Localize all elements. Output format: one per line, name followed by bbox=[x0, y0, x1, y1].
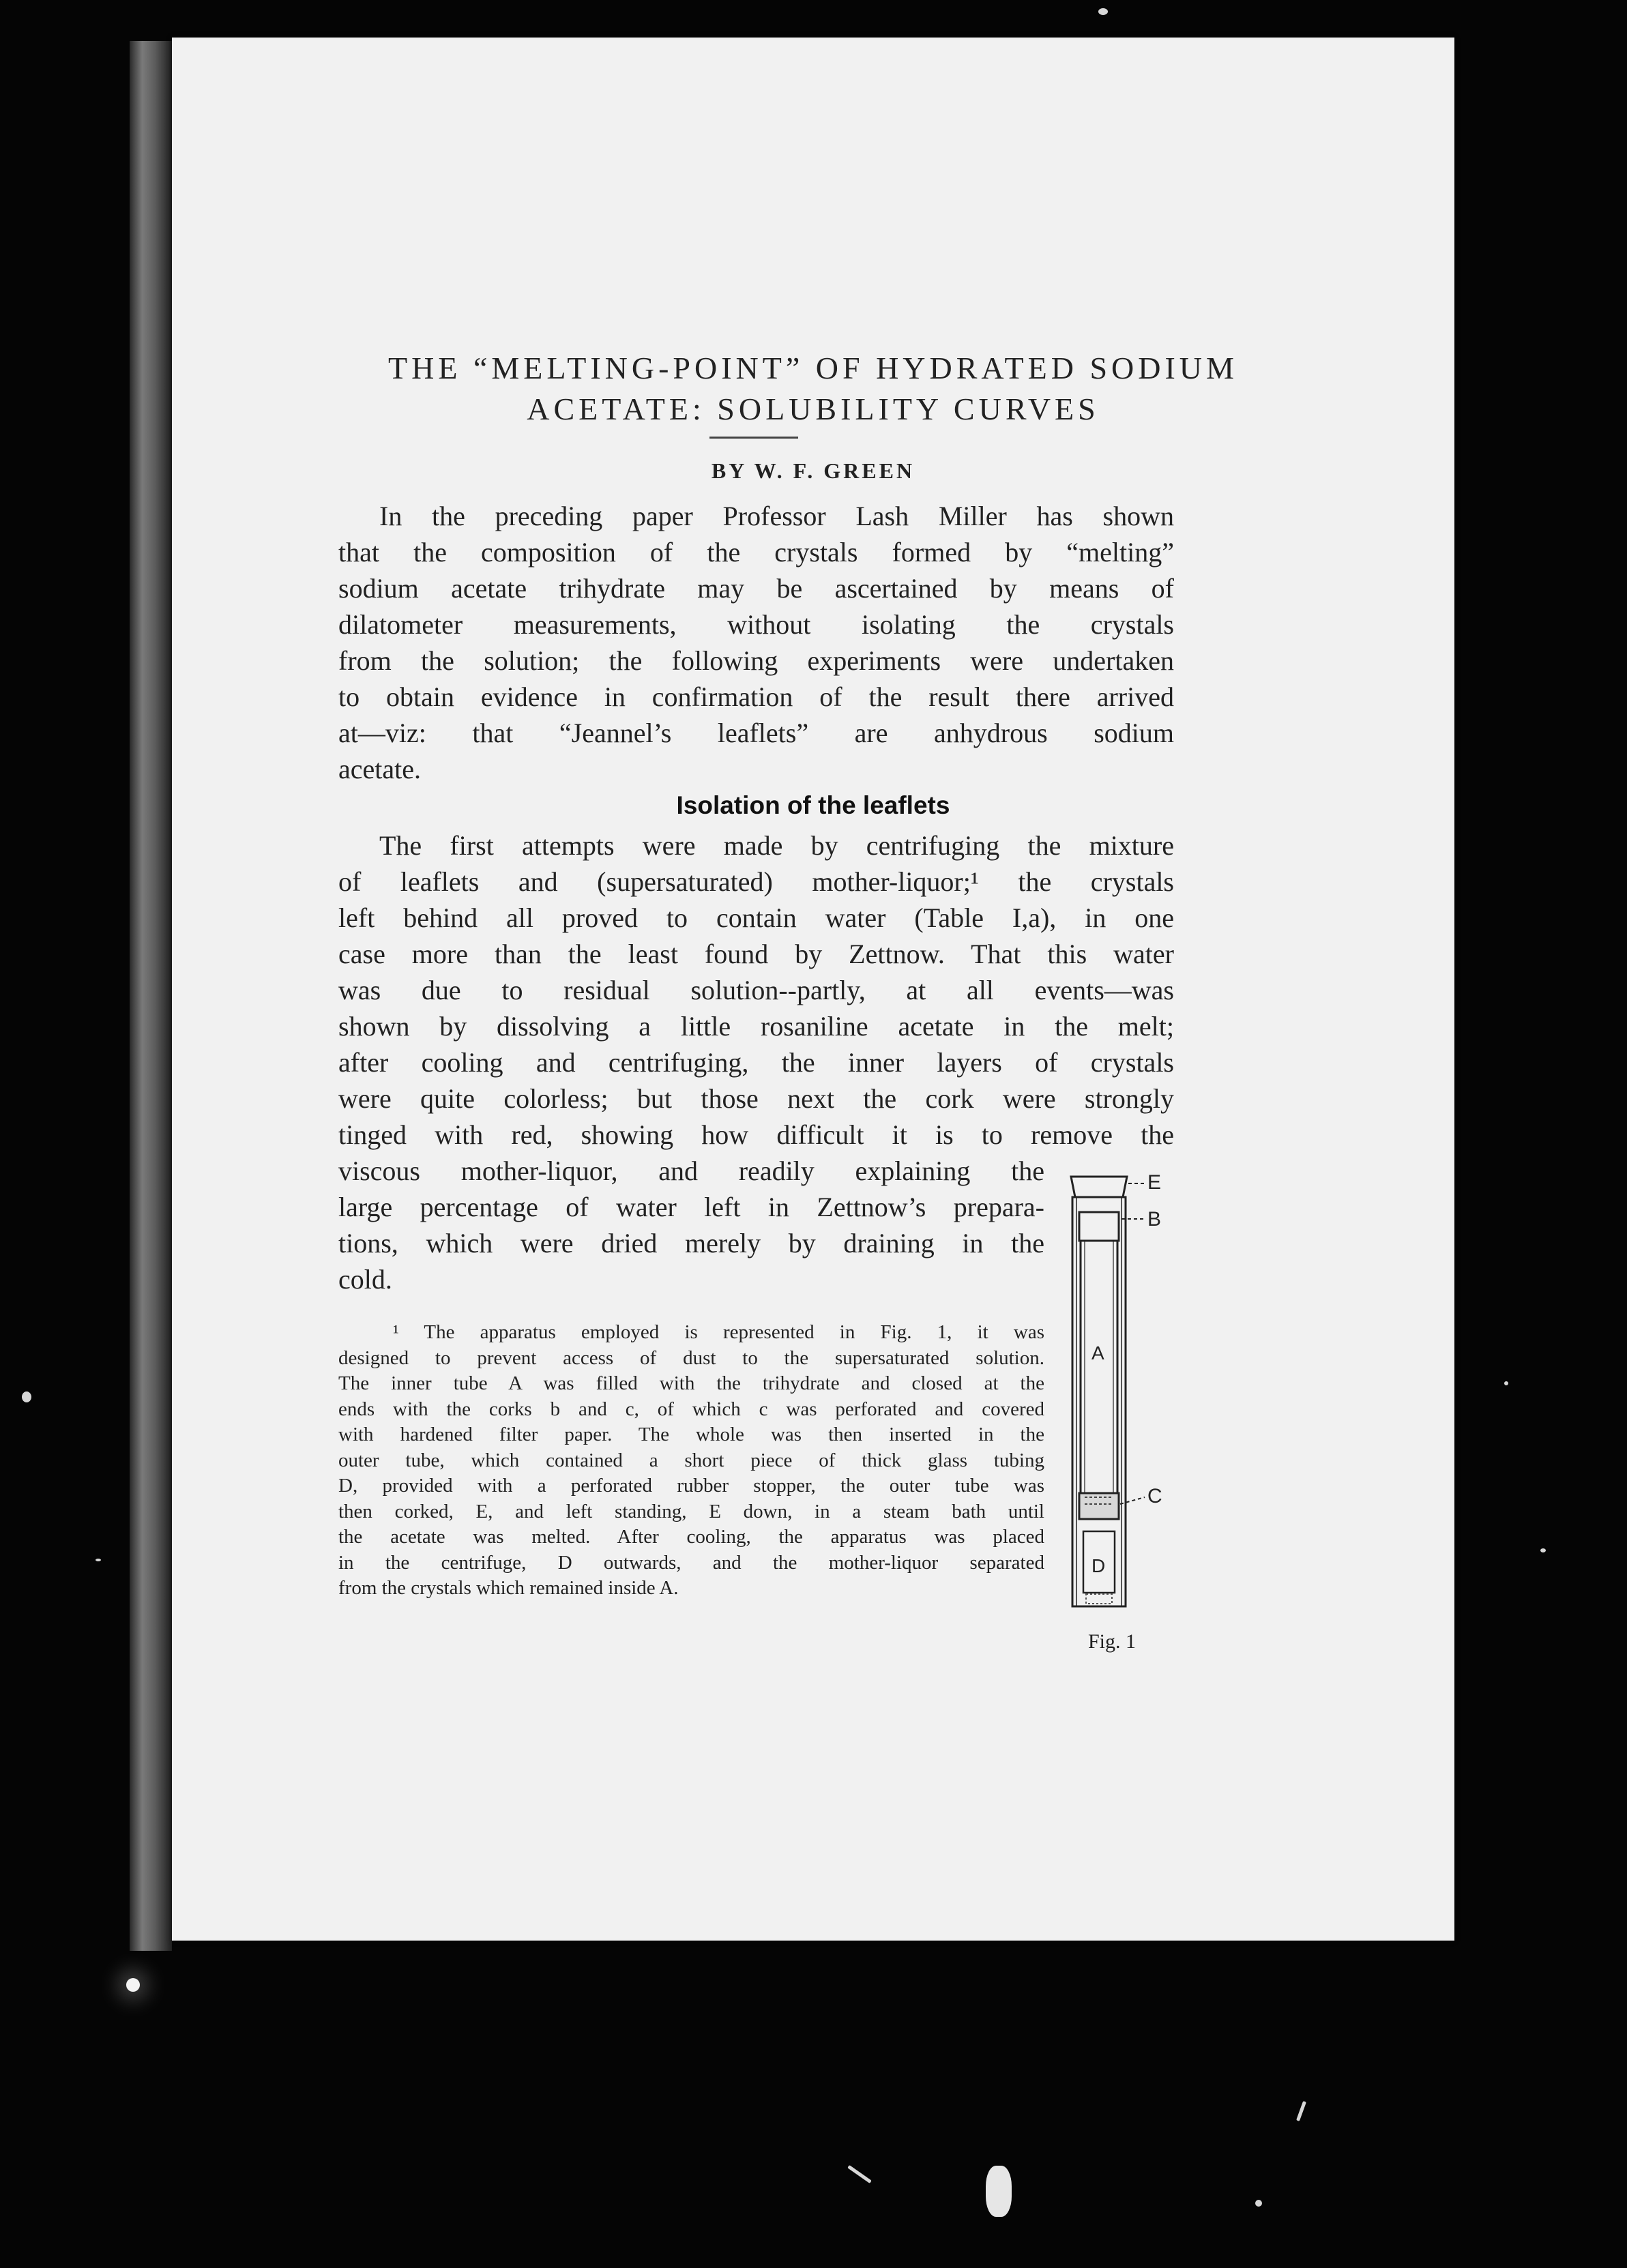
figure-caption: Fig. 1 bbox=[1088, 1630, 1137, 1653]
footnote bbox=[338, 1320, 1044, 1602]
dust-speck bbox=[986, 2166, 1012, 2217]
title-rule bbox=[709, 437, 798, 439]
rubber-stopper bbox=[1086, 1594, 1112, 1604]
figure-label-e: E bbox=[1147, 1171, 1162, 1194]
footnote-line: D, provided with a perforated rubber stopper, the outer tube was bbox=[338, 1475, 1044, 1497]
book-spine bbox=[130, 41, 172, 1951]
text-line: was due to residual solution--partly, at all events—was bbox=[338, 975, 1174, 1005]
text-line: sodium acetate trihydrate may be ascertained by means of bbox=[338, 573, 1174, 604]
dust-speck bbox=[1296, 2101, 1306, 2121]
cork-b bbox=[1079, 1212, 1119, 1241]
text-line: left behind all proved to contain water (Table I,a), in one bbox=[338, 902, 1174, 933]
section-heading: Isolation of the leaflets bbox=[676, 791, 950, 819]
figure-label-d: D bbox=[1091, 1555, 1106, 1576]
text-line: tinged with red, showing how difficult it is to remove the bbox=[338, 1119, 1174, 1150]
article-title bbox=[172, 348, 1454, 430]
text-line: after cooling and centrifuging, the inner layers of crystals bbox=[338, 1047, 1174, 1078]
figure-label-a: A bbox=[1091, 1342, 1104, 1364]
footnote-line: the acetate was melted. After cooling, the apparatus was placed bbox=[338, 1526, 1044, 1548]
inner-tube-a bbox=[1081, 1241, 1117, 1493]
text-line: viscous mother-liquor, and readily explaining the bbox=[338, 1155, 1044, 1186]
text-line: to obtain evidence in confirmation of the result there arrived bbox=[338, 681, 1174, 712]
text-line: large percentage of water left in Zettnow’s prepara- bbox=[338, 1192, 1044, 1222]
dust-speck bbox=[22, 1391, 31, 1402]
dust-speck bbox=[126, 1978, 140, 1992]
text-line: cold. bbox=[338, 1264, 392, 1295]
title-line-2: ACETATE: SOLUBILITY CURVES bbox=[527, 392, 1100, 426]
text-line: case more than the least found by Zettnow. That this water bbox=[338, 939, 1174, 969]
footnote-line: in the centrifuge, D outwards, and the mother-liquor separated bbox=[338, 1551, 1044, 1574]
text-line: dilatometer measurements, without isolating the crystals bbox=[338, 609, 1174, 640]
section-paragraph-continued bbox=[338, 1153, 1044, 1297]
footnote-line: then corked, E, and left standing, E down, in a steam bath until bbox=[338, 1500, 1044, 1522]
cork-e bbox=[1071, 1177, 1127, 1197]
dust-speck bbox=[847, 2165, 872, 2183]
dust-speck bbox=[1540, 1548, 1546, 1552]
dust-speck bbox=[96, 1559, 101, 1561]
text-line: The first attempts were made by centrifuging the mixture bbox=[379, 830, 1174, 861]
footnote-line: with hardened filter paper. The whole was then inserted in the bbox=[338, 1424, 1044, 1445]
footnote-line: designed to prevent access of dust to the supersaturated solution. bbox=[338, 1346, 1044, 1369]
section-paragraph bbox=[338, 827, 1174, 1153]
figure-label-b: B bbox=[1147, 1208, 1162, 1231]
text-line: were quite colorless; but those next the cork were strongly bbox=[338, 1083, 1174, 1114]
text-line: from the solution; the following experiments were undertaken bbox=[338, 645, 1174, 676]
text-line: at—viz: that “Jeannel’s leaflets” are anhydrous sodium bbox=[338, 718, 1174, 748]
leader-line-c bbox=[1120, 1497, 1145, 1504]
text-line: of leaflets and (supersaturated) mother-liquor;¹ the crystals bbox=[338, 866, 1174, 897]
byline: BY W. F. GREEN bbox=[711, 458, 915, 483]
dust-speck bbox=[1098, 8, 1108, 15]
footnote-line: The inner tube A was filled with the trihydrate and closed at the bbox=[338, 1372, 1044, 1394]
text-line: shown by dissolving a little rosaniline acetate in the melt; bbox=[338, 1011, 1174, 1042]
dust-speck bbox=[1504, 1381, 1508, 1385]
intro-paragraph bbox=[338, 498, 1174, 787]
title-line-1: THE “MELTING-POINT” OF HYDRATED SODIUM bbox=[388, 351, 1238, 385]
dust-speck bbox=[1255, 2200, 1262, 2207]
footnote-line: outer tube, which contained a short piece of thick glass tubing bbox=[338, 1449, 1044, 1471]
footnote-line: from the crystals which remained inside A. bbox=[338, 1577, 679, 1599]
apparatus-figure bbox=[1064, 1170, 1173, 1634]
figure-label-c: C bbox=[1147, 1485, 1162, 1507]
text-line: In the preceding paper Professor Lash Miller has shown bbox=[379, 501, 1174, 531]
footnote-line: ¹ The apparatus employed is represented in Fig. 1, it was bbox=[393, 1321, 1044, 1343]
footnote-line: ends with the corks b and c, of which c was perforated and covered bbox=[338, 1398, 1044, 1420]
text-line: that the composition of the crystals formed by “melting” bbox=[338, 537, 1174, 568]
text-line: acetate. bbox=[338, 754, 421, 784]
text-line: tions, which were dried merely by draining in the bbox=[338, 1228, 1044, 1258]
